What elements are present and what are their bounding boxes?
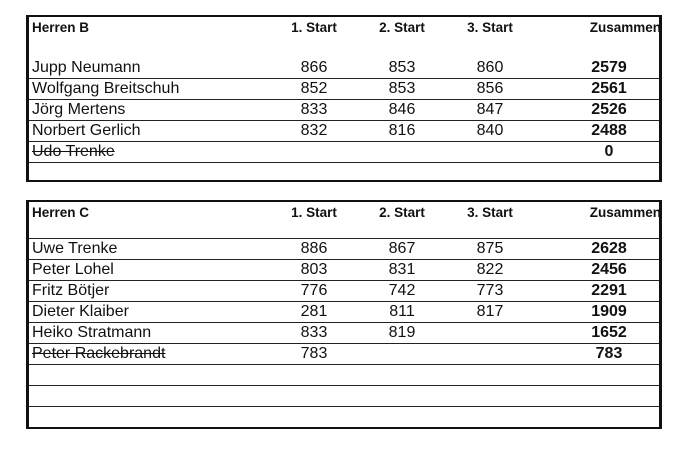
score-total: 2456 bbox=[591, 261, 627, 278]
score-start-2: 853 bbox=[388, 58, 416, 76]
table-row-empty bbox=[29, 162, 659, 180]
table-row bbox=[29, 99, 659, 120]
score-start-1: 803 bbox=[300, 261, 328, 278]
table-header bbox=[29, 17, 659, 57]
player-name: Heiko Stratmann bbox=[32, 324, 152, 341]
score-start-1: 886 bbox=[300, 240, 328, 257]
score-start-2: 853 bbox=[388, 80, 416, 97]
table-row-empty bbox=[29, 406, 659, 427]
score-start-3: 822 bbox=[476, 261, 504, 278]
score-start-3: 875 bbox=[476, 240, 504, 257]
score-start-1: 776 bbox=[300, 282, 328, 299]
score-start-2: 816 bbox=[388, 122, 416, 139]
table-row bbox=[29, 238, 659, 259]
score-start-3 bbox=[455, 323, 525, 343]
score-start-3 bbox=[455, 344, 525, 364]
score-start-1: 866 bbox=[300, 58, 328, 76]
score-total: 2291 bbox=[591, 282, 627, 299]
score-start-2: 819 bbox=[388, 324, 416, 341]
table-title: Herren B bbox=[32, 20, 90, 35]
score-start-2: 831 bbox=[388, 261, 416, 278]
score-total: 2561 bbox=[591, 80, 627, 97]
table-row-struck bbox=[29, 141, 659, 162]
table-title: Herren C bbox=[32, 205, 90, 220]
table-row bbox=[29, 57, 659, 78]
table-herren-c bbox=[26, 200, 662, 429]
score-start-2: 867 bbox=[388, 240, 416, 257]
player-name-struck: Peter Rackebrandt bbox=[32, 345, 166, 362]
player-name: Fritz Bötjer bbox=[32, 282, 110, 299]
column-header-start-3: 3. Start bbox=[467, 20, 513, 35]
score-total: 2579 bbox=[591, 58, 627, 76]
score-start-1 bbox=[279, 142, 349, 162]
score-start-3: 840 bbox=[476, 122, 504, 139]
score-start-1: 852 bbox=[300, 80, 328, 97]
column-header-start-2: 2. Start bbox=[379, 205, 425, 220]
score-start-2 bbox=[367, 344, 437, 364]
score-start-1: 833 bbox=[300, 101, 328, 118]
player-name: Wolfgang Breitschuh bbox=[32, 80, 180, 97]
table-row-empty bbox=[29, 364, 659, 385]
player-name: Uwe Trenke bbox=[32, 240, 118, 257]
player-name-struck: Udo Trenke bbox=[32, 143, 115, 160]
column-header-start-1: 1. Start bbox=[291, 20, 337, 35]
score-start-2 bbox=[367, 142, 437, 162]
score-start-3: 817 bbox=[476, 303, 504, 320]
table-row bbox=[29, 301, 659, 322]
table-row-struck bbox=[29, 343, 659, 364]
score-total: 1652 bbox=[591, 324, 627, 341]
table-row-empty bbox=[29, 385, 659, 406]
table-row bbox=[29, 120, 659, 141]
score-start-3: 847 bbox=[476, 101, 504, 118]
column-header-start-1: 1. Start bbox=[291, 205, 337, 220]
score-total: 2488 bbox=[591, 122, 627, 139]
score-start-1: 783 bbox=[300, 345, 328, 362]
player-name: Dieter Klaiber bbox=[32, 303, 129, 320]
column-header-start-3: 3. Start bbox=[467, 205, 513, 220]
score-start-1: 833 bbox=[300, 324, 328, 341]
score-start-1: 281 bbox=[300, 303, 328, 320]
column-header-start-2: 2. Start bbox=[379, 20, 425, 35]
score-total: 1909 bbox=[591, 303, 627, 320]
score-start-2: 811 bbox=[389, 303, 415, 320]
score-start-3: 856 bbox=[476, 80, 504, 97]
score-total: 0 bbox=[604, 143, 614, 160]
score-start-3 bbox=[455, 142, 525, 162]
score-start-3: 860 bbox=[476, 58, 504, 76]
table-row bbox=[29, 259, 659, 280]
table-row bbox=[29, 280, 659, 301]
player-name: Jupp Neumann bbox=[32, 58, 141, 76]
score-start-2: 846 bbox=[388, 101, 416, 118]
table-row bbox=[29, 78, 659, 99]
table-row bbox=[29, 322, 659, 343]
score-start-1: 832 bbox=[300, 122, 328, 139]
score-total: 2628 bbox=[591, 240, 627, 257]
score-start-2: 742 bbox=[388, 282, 416, 299]
player-name: Jörg Mertens bbox=[32, 101, 126, 118]
player-name: Norbert Gerlich bbox=[32, 122, 141, 139]
score-total: 783 bbox=[595, 345, 623, 362]
score-total: 2526 bbox=[591, 101, 627, 118]
column-header-total: Zusammen bbox=[589, 20, 661, 35]
table-header bbox=[29, 202, 659, 238]
score-start-3: 773 bbox=[476, 282, 504, 299]
table-herren-b bbox=[26, 15, 662, 182]
column-header-total: Zusammen bbox=[589, 205, 661, 220]
player-name: Peter Lohel bbox=[32, 261, 114, 278]
